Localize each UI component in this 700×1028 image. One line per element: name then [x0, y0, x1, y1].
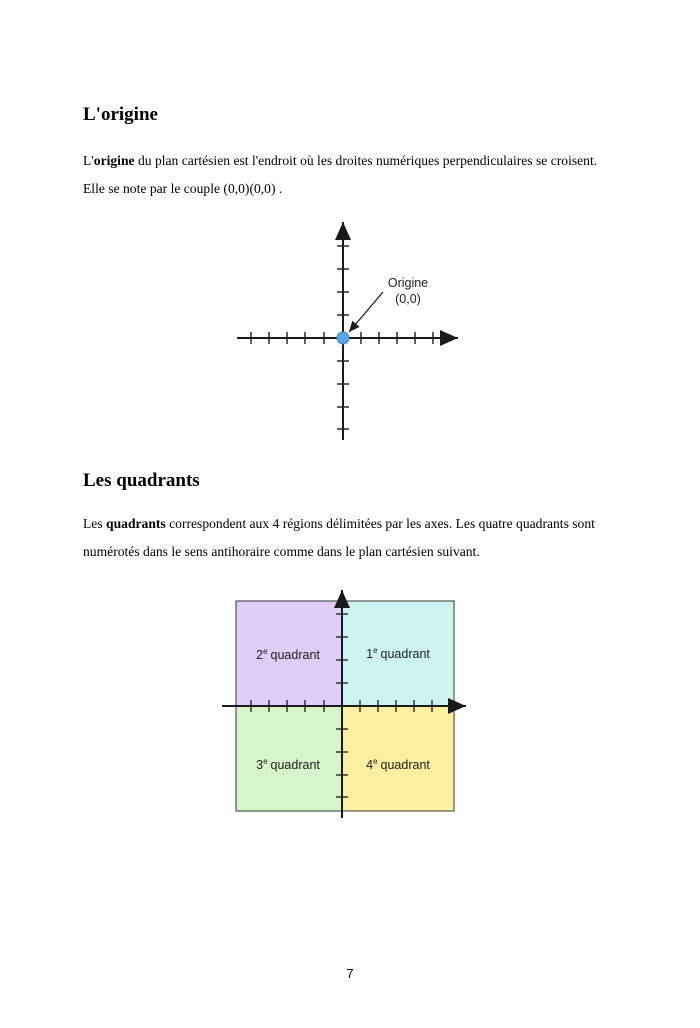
quadrant-1-label: 1e quadrant — [366, 646, 430, 661]
heading-origine: L'origine — [83, 104, 158, 125]
origine-line2: Elle se note par le couple (0,0)(0,0) . — [83, 181, 283, 196]
origine-line1: L'origine du plan cartésien est l'endroit où les droites numériques perpendiculaires se croisent. — [83, 153, 598, 168]
heading-quadrants: Les quadrants — [83, 470, 200, 491]
quadrant-3-label: 3e quadrant — [256, 757, 320, 772]
quadrants-line2: numérotés dans le sens antihoraire comme dans le plan cartésien suivant. — [83, 544, 480, 559]
quadrant-4-label: 4e quadrant — [366, 757, 430, 772]
quadrant-2-label: 2e quadrant — [256, 647, 320, 662]
quadrants-line1: Les quadrants correspondent aux 4 régions délimitées par les axes. Les quatre quadrants sont — [83, 516, 595, 531]
origin-label: Origine — [387, 276, 429, 290]
origin-coordinates-label: (0,0) — [395, 292, 421, 306]
page-number: 7 — [346, 966, 354, 981]
